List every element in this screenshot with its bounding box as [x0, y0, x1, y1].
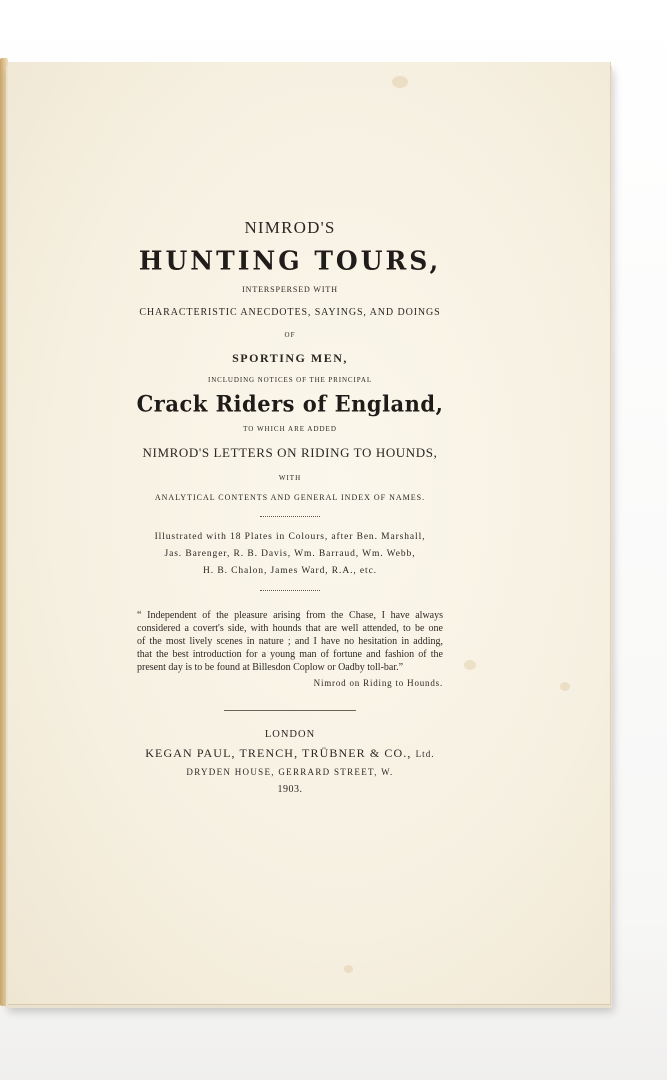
subtitle-to-which: TO WHICH ARE ADDED — [243, 425, 337, 433]
illustration-credits — [112, 529, 468, 580]
subtitle-letters: NIMROD'S LETTERS ON RIDING TO HOUNDS, — [142, 445, 438, 460]
publication-year: 1903. — [277, 784, 303, 795]
quote-line: present day is to be found at Billesdon Coplow or Oadby toll-bar.” — [137, 662, 404, 673]
epigraph-quote — [137, 609, 443, 674]
title-page-text — [112, 210, 468, 795]
illustration-credit-line: Jas. Barenger, R. B. Davis, Wm. Barraud, Wm. Webb, — [164, 549, 416, 559]
dotted-divider — [260, 590, 320, 591]
subtitle-of: OF — [284, 331, 296, 339]
illustration-credit-line: Illustrated with 18 Plates in Colours, after Ben. Marshall, — [154, 532, 426, 542]
foxing-spot — [344, 965, 353, 973]
title-nimrods: NIMROD'S — [244, 218, 336, 237]
quote-line: of the most lively scenes in nature ; and I have no hesitation in adding, — [137, 636, 443, 647]
title-hunting-tours: HUNTING TOURS, — [138, 245, 442, 276]
subtitle-characteristic: CHARACTERISTIC ANECDOTES, SAYINGS, AND DOINGS — [139, 307, 441, 318]
publisher-city: LONDON — [264, 729, 316, 740]
quote-line: considered a covert's side, with hounds that are well attended, to be one — [137, 623, 443, 634]
horizontal-rule — [224, 710, 356, 711]
subtitle-analytical: ANALYTICAL CONTENTS AND GENERAL INDEX OF NAMES. — [154, 493, 426, 502]
title-crack-riders: Crack Riders of England, — [136, 390, 444, 417]
quote-attribution: Nimrod on Riding to Hounds. — [313, 678, 443, 688]
quote-line: “ Independent of the pleasure arising from the Chase, I have always — [137, 610, 443, 621]
subtitle-sporting-men: SPORTING MEN, — [232, 351, 348, 365]
illustration-credit-line: H. B. Chalon, James Ward, R.A., etc. — [203, 566, 377, 576]
publisher-name: KEGAN PAUL, TRENCH, TRÜBNER & CO., — [145, 746, 412, 760]
subtitle-with: WITH — [278, 474, 302, 482]
dotted-divider — [260, 516, 320, 517]
subtitle-interspersed: INTERSPERSED WITH — [242, 285, 338, 294]
publisher-ltd: Ltd. — [415, 749, 435, 759]
foxing-spot — [392, 76, 408, 88]
publisher-address: DRYDEN HOUSE, GERRARD STREET, W. — [186, 767, 394, 777]
subtitle-including: INCLUDING NOTICES OF THE PRINCIPAL — [208, 376, 372, 384]
publisher-name-line — [112, 746, 468, 761]
quote-line: that the best introduction for a young man of fortune and fashion of the — [137, 649, 443, 660]
foxing-spot — [560, 682, 570, 691]
